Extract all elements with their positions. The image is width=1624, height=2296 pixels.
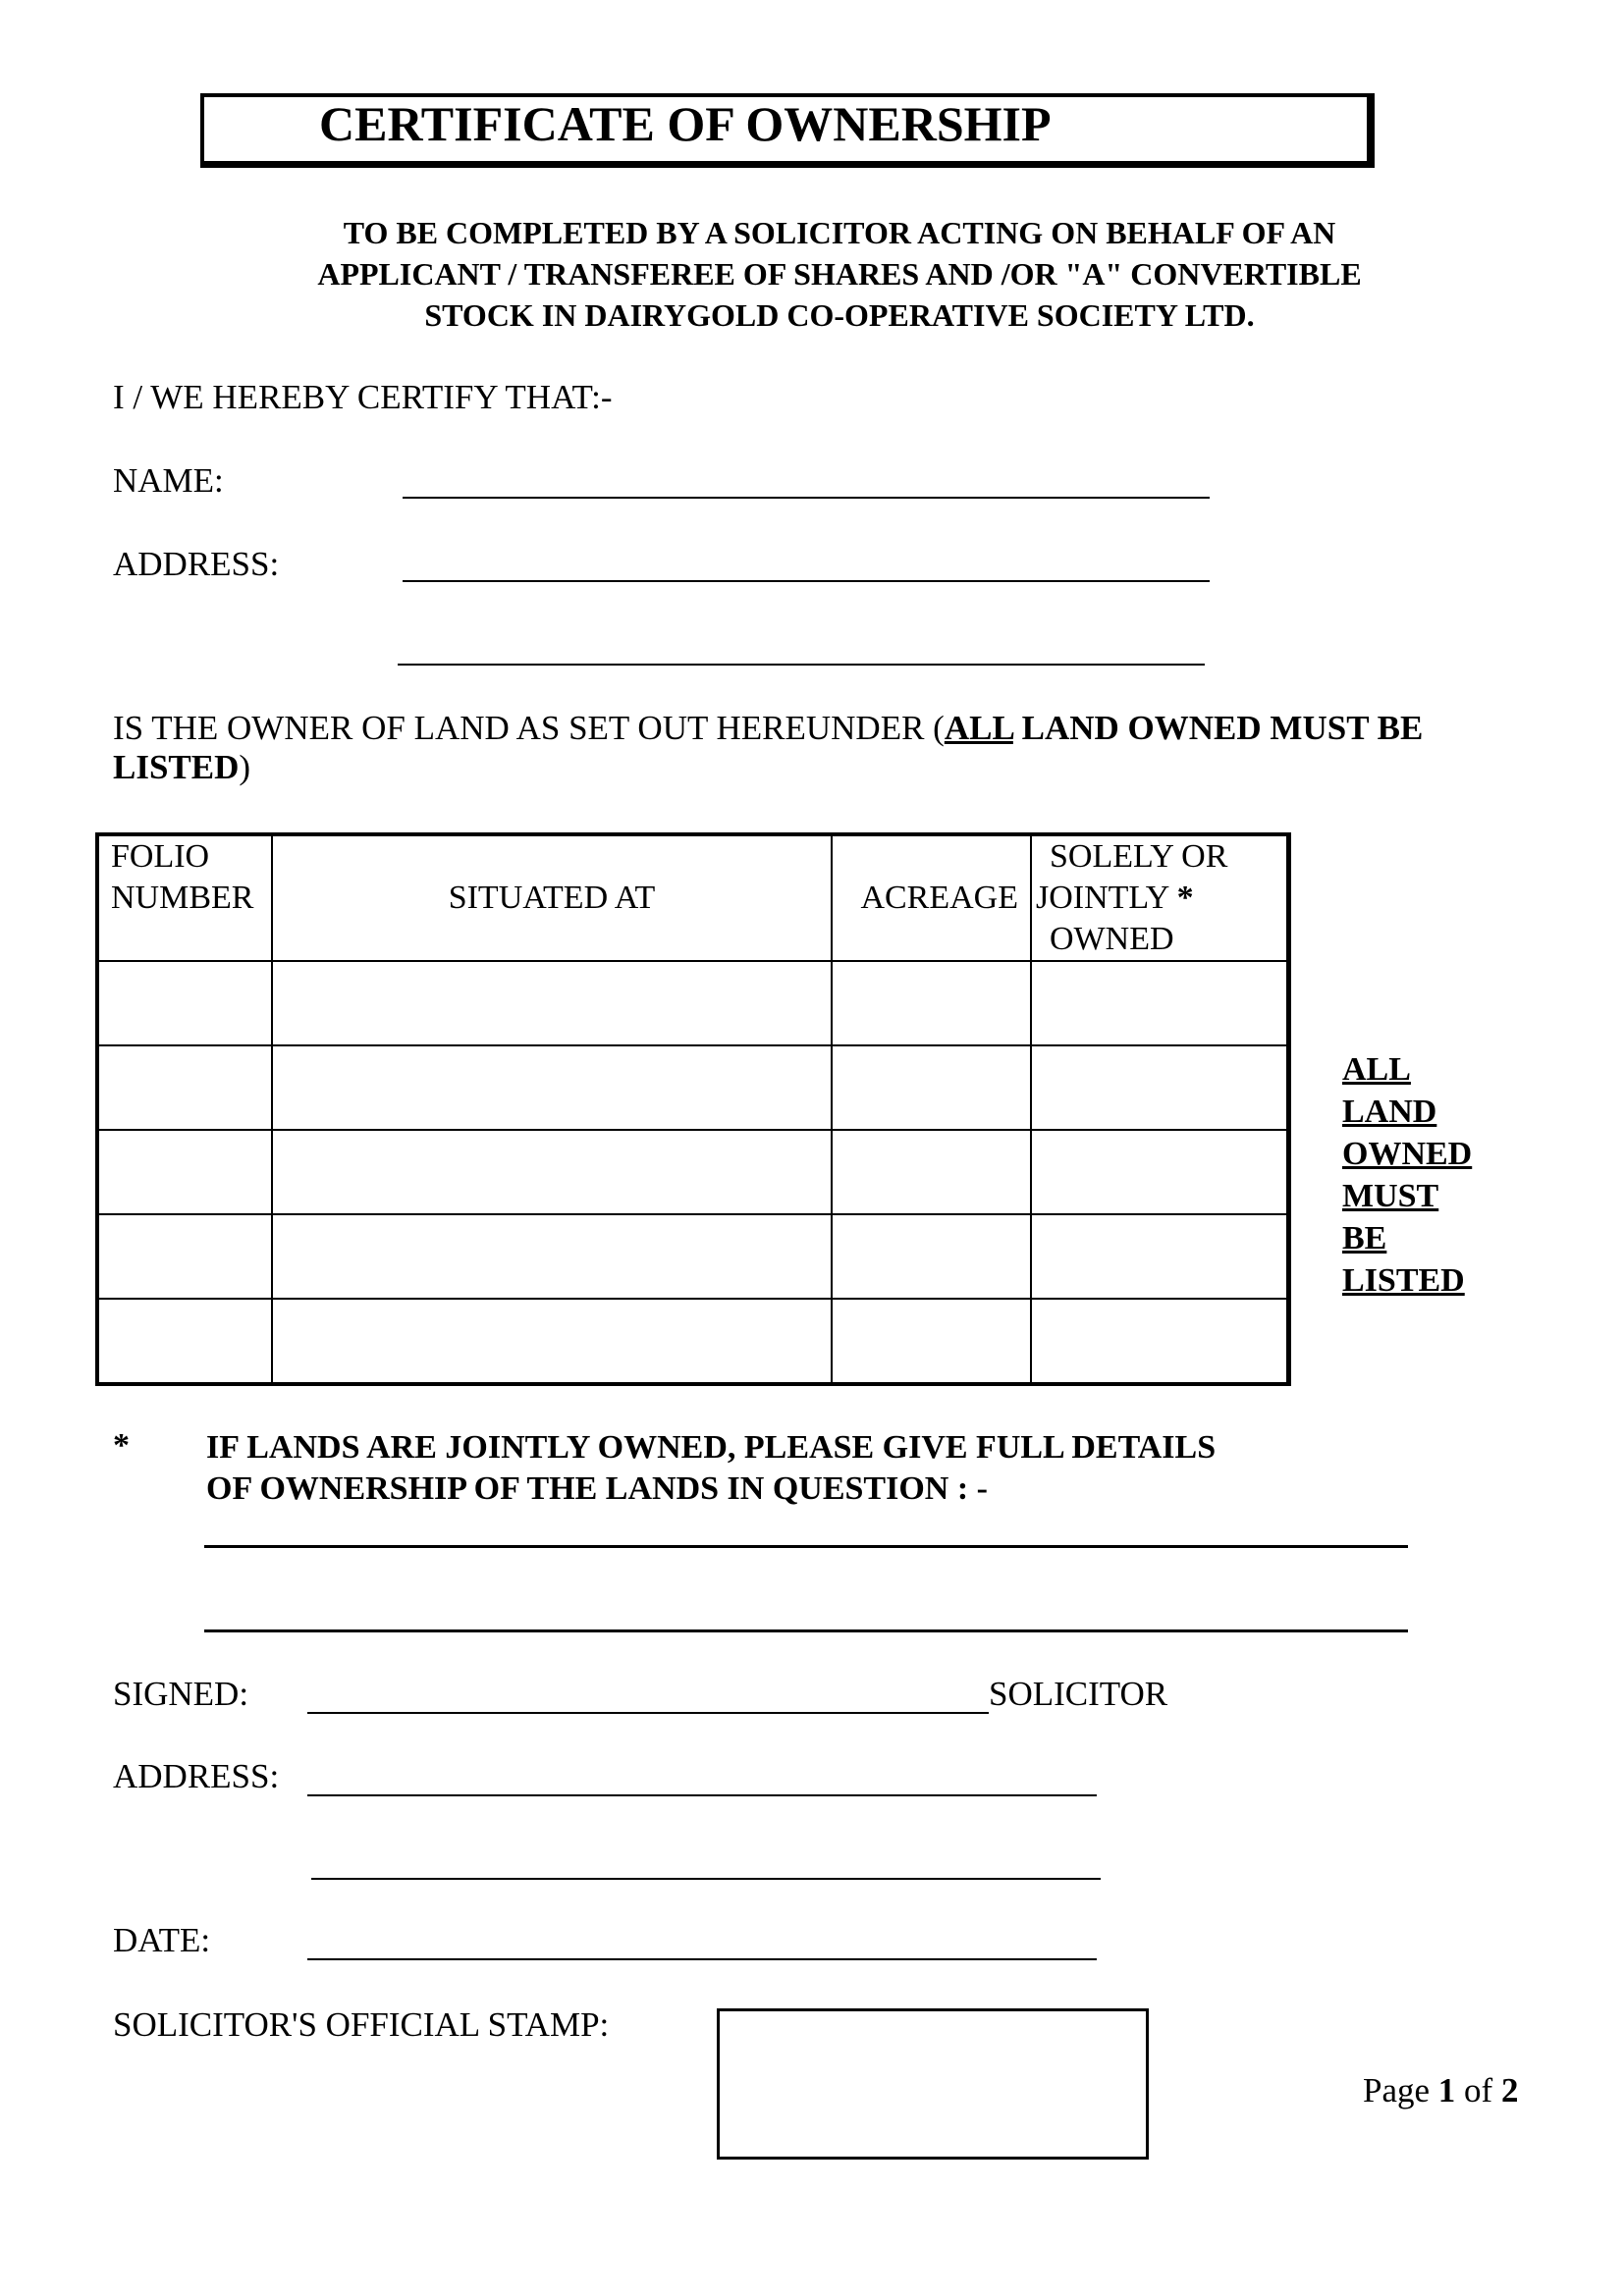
intro-line-1: TO BE COMPLETED BY A SOLICITOR ACTING ON BEHALF OF AN <box>343 215 1336 250</box>
table-row <box>97 1214 1289 1299</box>
table-row <box>97 961 1289 1045</box>
side-note-word: BE <box>1342 1220 1387 1256</box>
ownership-prefix: IS THE OWNER OF LAND AS SET OUT HEREUNDER ( <box>113 709 945 747</box>
folio-cell[interactable] <box>97 1299 272 1384</box>
solicitor-address-field-line-2[interactable] <box>311 1878 1101 1880</box>
page-current: 1 <box>1437 2071 1456 2109</box>
header-solely-line-3: OWNED <box>1050 921 1174 957</box>
table-row <box>97 1299 1289 1384</box>
solicitor-address-label: ADDRESS: <box>113 1757 280 1795</box>
page-of: of <box>1455 2071 1501 2109</box>
header-situated-text: SITUATED AT <box>448 880 656 916</box>
situated-cell[interactable] <box>272 1214 832 1299</box>
side-note-word: OWNED <box>1342 1136 1473 1172</box>
acreage-cell[interactable] <box>832 1130 1031 1214</box>
situated-cell[interactable] <box>272 1045 832 1130</box>
joint-details-field-line-1[interactable] <box>204 1545 1408 1548</box>
ownership-suffix: ) <box>239 748 251 786</box>
date-label: DATE: <box>113 1921 211 1959</box>
acreage-cell[interactable] <box>832 1214 1031 1299</box>
header-solely-jointly-owned <box>1031 834 1289 961</box>
ownership-statement <box>113 709 1448 787</box>
signed-label: SIGNED: <box>113 1675 249 1713</box>
header-folio-line-1: FOLIO <box>111 838 210 875</box>
owned-cell[interactable] <box>1031 1130 1289 1214</box>
header-solely-line-2: JOINTLY <box>1036 880 1169 916</box>
folio-cell[interactable] <box>97 1130 272 1214</box>
joint-note-line-2: OF OWNERSHIP OF THE LANDS IN QUESTION : - <box>206 1470 988 1507</box>
table-row <box>97 1045 1289 1130</box>
joint-ownership-note <box>206 1427 1216 1510</box>
name-field[interactable] <box>403 497 1210 499</box>
official-stamp-box[interactable] <box>717 2008 1149 2160</box>
side-note-all-land-listed <box>1342 1048 1472 1302</box>
header-solely-line-1: SOLELY OR <box>1050 838 1228 875</box>
certify-statement: I / WE HEREBY CERTIFY THAT:- <box>113 378 613 416</box>
side-note-word: MUST <box>1342 1178 1439 1214</box>
header-acreage-text: ACREAGE <box>860 880 1018 916</box>
name-label: NAME: <box>113 461 224 500</box>
owned-cell[interactable] <box>1031 961 1289 1045</box>
header-solely-star: * <box>1176 880 1194 916</box>
page-prefix: Page <box>1363 2071 1438 2109</box>
acreage-cell[interactable] <box>832 1299 1031 1384</box>
joint-note-asterisk: * <box>113 1427 130 1464</box>
signature-field[interactable] <box>307 1712 989 1714</box>
acreage-cell[interactable] <box>832 1045 1031 1130</box>
side-note-word: LISTED <box>1342 1262 1465 1299</box>
folio-cell[interactable] <box>97 961 272 1045</box>
ownership-all: ALL <box>944 709 1013 747</box>
header-acreage <box>832 834 1031 961</box>
address-field-line-1[interactable] <box>403 580 1210 582</box>
owned-cell[interactable] <box>1031 1299 1289 1384</box>
document-title: CERTIFICATE OF OWNERSHIP <box>319 96 1052 151</box>
situated-cell[interactable] <box>272 961 832 1045</box>
address-field-line-2[interactable] <box>398 664 1205 666</box>
page-number <box>1363 2071 1518 2110</box>
folio-cell[interactable] <box>97 1214 272 1299</box>
owned-cell[interactable] <box>1031 1045 1289 1130</box>
joint-note-line-1: IF LANDS ARE JOINTLY OWNED, PLEASE GIVE FULL DETAILS <box>206 1429 1217 1466</box>
owned-cell[interactable] <box>1031 1214 1289 1299</box>
stamp-label: SOLICITOR'S OFFICIAL STAMP: <box>113 2005 610 2044</box>
land-table <box>95 832 1291 1386</box>
land-table-header <box>97 834 1289 961</box>
intro-instructions <box>196 212 1483 336</box>
page-total: 2 <box>1500 2071 1519 2109</box>
header-situated-at <box>272 834 832 961</box>
acreage-cell[interactable] <box>832 961 1031 1045</box>
solicitor-address-field-line-1[interactable] <box>307 1794 1097 1796</box>
folio-cell[interactable] <box>97 1045 272 1130</box>
header-folio-number <box>97 834 272 961</box>
situated-cell[interactable] <box>272 1299 832 1384</box>
header-folio-line-2: NUMBER <box>111 880 254 916</box>
joint-details-field-line-2[interactable] <box>204 1629 1408 1632</box>
intro-line-2: APPLICANT / TRANSFEREE OF SHARES AND /OR "A" CONVERTIBLE <box>317 256 1362 292</box>
table-row <box>97 1130 1289 1214</box>
situated-cell[interactable] <box>272 1130 832 1214</box>
address-label: ADDRESS: <box>113 545 280 583</box>
solicitor-label: SOLICITOR <box>989 1675 1168 1713</box>
side-note-word: LAND <box>1342 1094 1437 1130</box>
ownership-rest: LAND OWNED MUST BE LISTED <box>113 709 1424 786</box>
date-field[interactable] <box>307 1958 1097 1960</box>
side-note-word: ALL <box>1342 1051 1411 1088</box>
intro-line-3: STOCK IN DAIRYGOLD CO-OPERATIVE SOCIETY LTD. <box>424 297 1255 333</box>
